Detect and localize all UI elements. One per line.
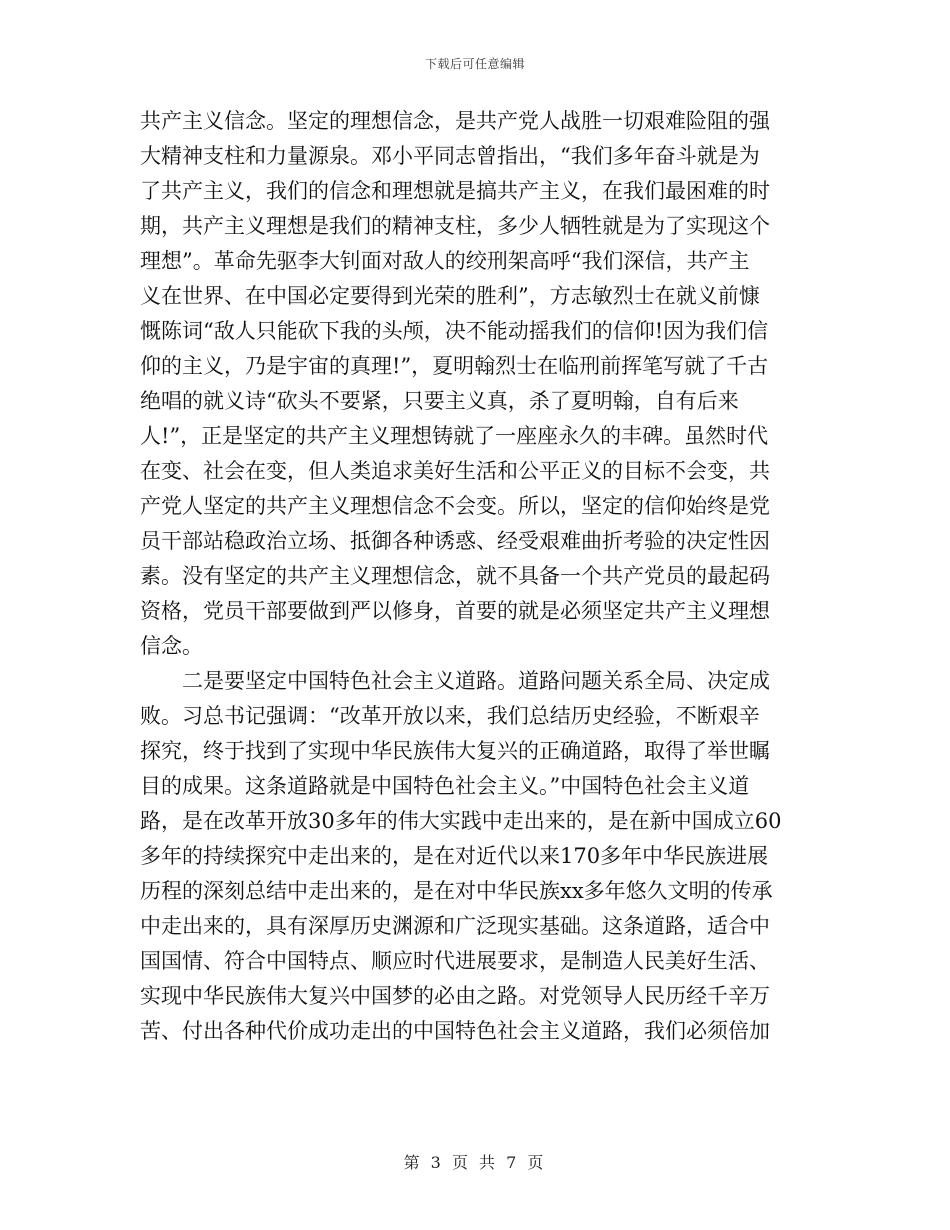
text-line: 慨陈词“敌人只能砍下我的头颅，决不能动摇我们的信仰!因为我们信 — [140, 319, 769, 343]
text-line: 绝唱的就义诗“砍头不要紧，只要主义真，杀了夏明翰，自有后来 — [140, 389, 739, 413]
text-line: 二是要坚定中国特色社会主义道路。道路问题关系全局、决定成 — [140, 669, 770, 693]
text-line: 仰的主义，乃是宇宙的真理!”，夏明翰烈士在临刑前挥笔写就了千古 — [140, 354, 769, 378]
text-line: 素。没有坚定的共产主义理想信念，就不具备一个共产党员的最起码 — [140, 564, 770, 588]
text-line: 大精神支柱和力量源泉。邓小平同志曾指出，“我们多年奋斗就是为 — [140, 144, 760, 168]
text-line: 败。习总书记强调：“改革开放以来，我们总结历史经验，不断艰辛 — [140, 704, 760, 728]
text-line: 历程的深刻总结中走出来的，是在对中华民族xx多年悠久文明的传承 — [140, 879, 773, 903]
text-line: 国国情、符合中国特点、顺应时代进展要求，是制造人民美好生活、 — [140, 949, 770, 973]
text-line: 员干部站稳政治立场、抵御各种诱惑、经受艰难曲折考验的决定性因 — [140, 529, 770, 553]
text-line: 目的成果。这条道路就是中国特色社会主义。”中国特色社会主义道 — [140, 774, 750, 798]
text-line: 探究，终于找到了实现中华民族伟大复兴的正确道路，取得了举世瞩 — [140, 739, 770, 763]
text-line: 苦、付出各种代价成功走出的中国特色社会主义道路，我们必须倍加 — [140, 1019, 770, 1043]
text-line: 路，是在改革开放30多年的伟大实践中走出来的，是在新中国成立60 — [140, 809, 782, 833]
text-line: 信念。 — [140, 634, 203, 658]
text-line: 人!”，正是坚定的共产主义理想铸就了一座座永久的丰碑。虽然时代 — [140, 424, 769, 448]
text-line: 期，共产主义理想是我们的精神支柱，多少人牺牲就是为了实现这个 — [140, 214, 770, 238]
page-number-footer: 第 3 页 共 7 页 — [403, 1153, 547, 1172]
document-body — [140, 104, 810, 1049]
text-line: 理想”。革命先驱李大钊面对敌人的绞刑架高呼“我们深信，共产主 — [140, 249, 750, 273]
text-line: 在变、社会在变，但人类追求美好生活和公平正义的目标不会变，共 — [140, 459, 770, 483]
text-line: 义在世界、在中国必定要得到光荣的胜利”，方志敏烈士在就义前慷 — [140, 284, 760, 308]
text-line: 共产主义信念。坚定的理想信念，是共产党人战胜一切艰难险阻的强 — [140, 109, 770, 133]
text-line: 实现中华民族伟大复兴中国梦的必由之路。对党领导人民历经千辛万 — [140, 984, 770, 1008]
text-line: 资格，党员干部要做到严以修身，首要的就是必须坚定共产主义理想 — [140, 599, 770, 623]
text-line: 了共产主义，我们的信念和理想就是搞共产主义，在我们最困难的时 — [140, 179, 770, 203]
text-line: 多年的持续探究中走出来的，是在对近代以来170多年中华民族进展 — [140, 844, 769, 868]
text-line: 产党人坚定的共产主义理想信念不会变。所以，坚定的信仰始终是党 — [140, 494, 770, 518]
text-line: 中走出来的，具有深厚历史渊源和广泛现实基础。这条道路，适合中 — [140, 914, 770, 938]
page-header: 下载后可任意编辑 — [424, 57, 525, 71]
